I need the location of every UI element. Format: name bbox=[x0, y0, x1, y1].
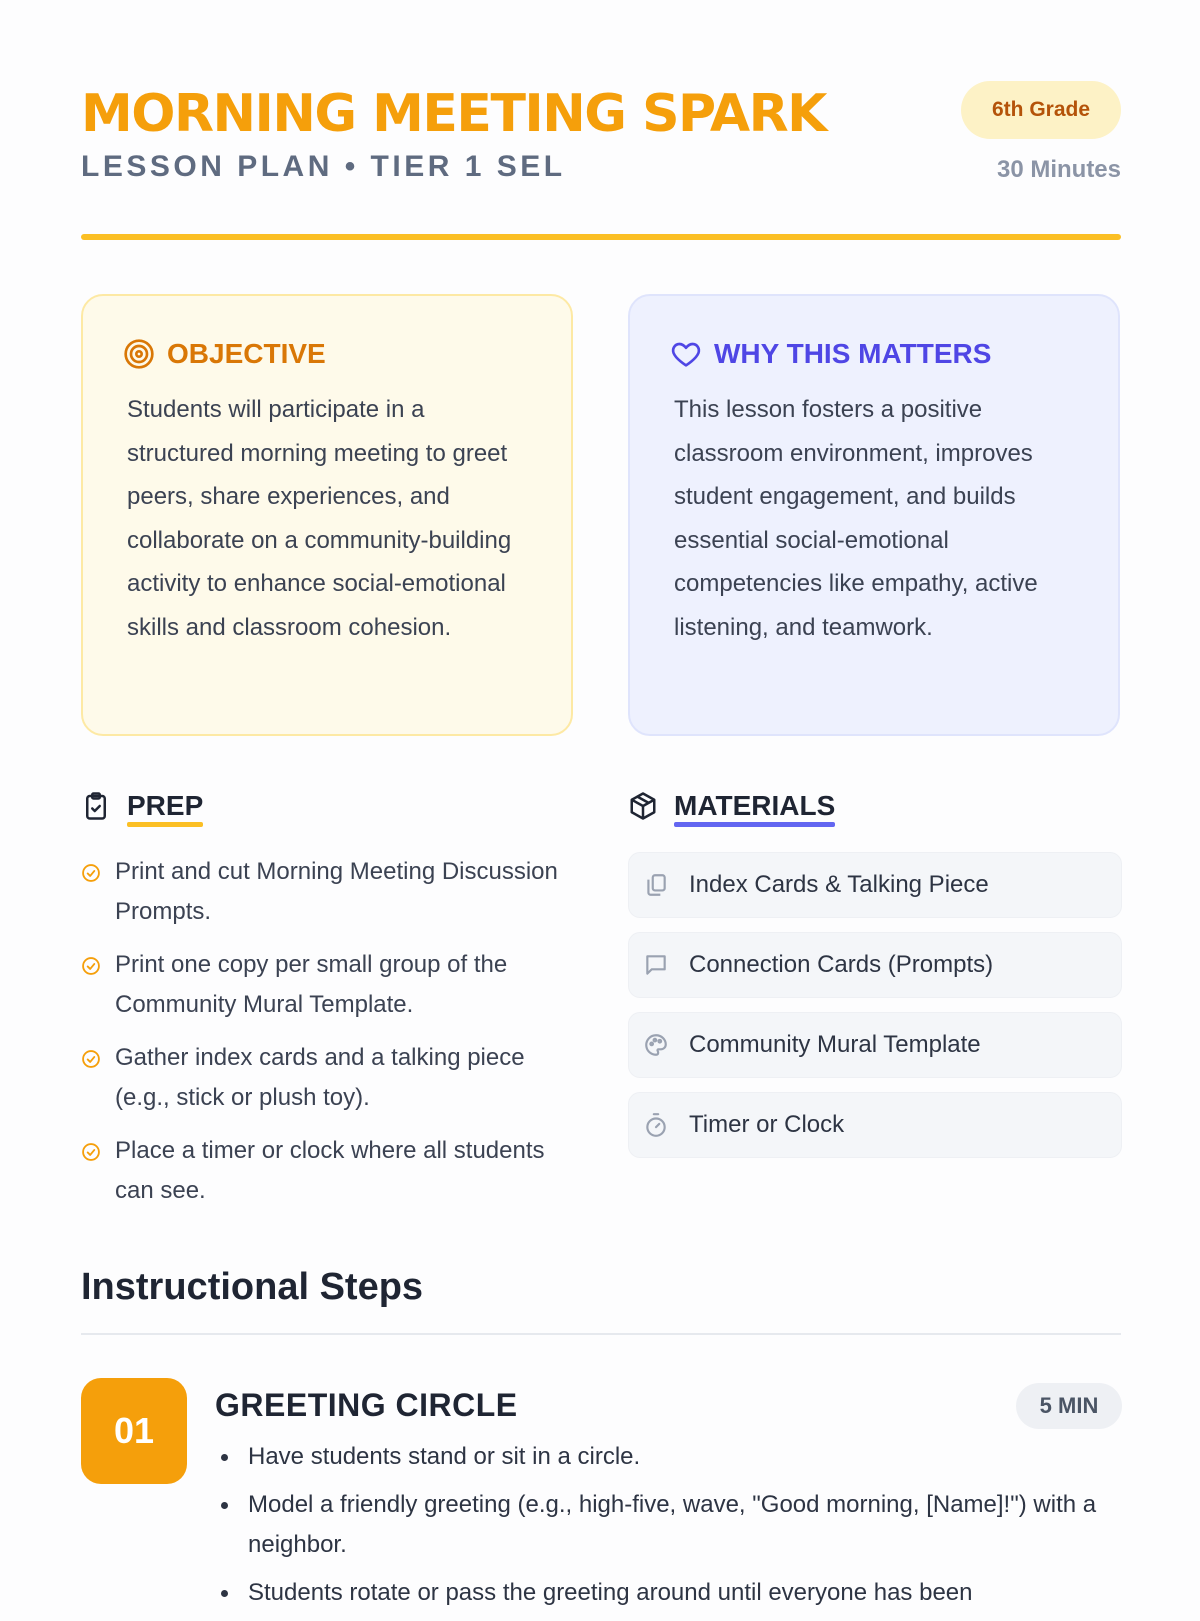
objective-heading-text: OBJECTIVE bbox=[167, 338, 326, 369]
materials-list bbox=[628, 852, 1122, 1172]
page-title: MORNING MEETING SPARK bbox=[81, 84, 826, 144]
prep-item-text: Gather index cards and a talking piece (e.g., stick or plush toy). bbox=[115, 1044, 525, 1111]
prep-item-text: Print one copy per small group of the Community Mural Template. bbox=[115, 951, 508, 1018]
prep-item-text: Print and cut Morning Meeting Discussion Prompts. bbox=[115, 858, 558, 925]
message-square-icon bbox=[643, 952, 669, 978]
materials-heading bbox=[628, 790, 835, 822]
timer-icon bbox=[643, 1112, 669, 1138]
why-card bbox=[628, 294, 1120, 736]
duration-label: 30 Minutes bbox=[996, 156, 1121, 183]
material-label: Timer or Clock bbox=[689, 1111, 845, 1138]
objective-text: Students will participate in a structured morning meeting to greet peers, share experiences, and collaborate on a community-building activity to enhance social-emotional skills and classroom cohesion. bbox=[127, 396, 512, 641]
prep-heading bbox=[81, 790, 203, 822]
target-icon bbox=[123, 338, 155, 370]
why-heading-text: WHY THIS MATTERS bbox=[714, 338, 992, 369]
list-item bbox=[81, 1131, 573, 1211]
objective-heading bbox=[123, 334, 531, 374]
material-item bbox=[628, 852, 1122, 918]
material-item bbox=[628, 1092, 1122, 1158]
prep-item-text: Place a timer or clock where all students can see. bbox=[115, 1137, 545, 1204]
material-item bbox=[628, 1012, 1122, 1078]
check-circle-icon bbox=[81, 956, 101, 976]
material-label: Index Cards & Talking Piece bbox=[689, 871, 989, 898]
step-bullet-list bbox=[215, 1437, 1125, 1621]
step-time-badge: 5 MIN bbox=[1016, 1383, 1122, 1429]
list-item: Have students stand or sit in a circle. bbox=[215, 1437, 1125, 1477]
why-heading bbox=[670, 334, 1078, 374]
palette-icon bbox=[643, 1032, 669, 1058]
material-item bbox=[628, 932, 1122, 998]
list-item bbox=[81, 945, 573, 1025]
list-item: Students rotate or pass the greeting around until everyone has been bbox=[215, 1573, 1125, 1613]
step-number: 01 bbox=[81, 1378, 187, 1484]
steps-divider bbox=[81, 1333, 1121, 1335]
page-subtitle: LESSON PLAN • TIER 1 SEL bbox=[81, 150, 566, 183]
list-item bbox=[81, 1038, 573, 1118]
header-divider bbox=[81, 234, 1121, 240]
clipboard-check-icon bbox=[81, 791, 111, 821]
prep-list bbox=[81, 852, 573, 1224]
copy-icon bbox=[643, 872, 669, 898]
heart-icon bbox=[670, 338, 702, 370]
grade-badge: 6th Grade bbox=[961, 81, 1121, 139]
check-circle-icon bbox=[81, 863, 101, 883]
step-title: GREETING CIRCLE bbox=[215, 1387, 518, 1423]
prep-heading-text: PREP bbox=[127, 790, 204, 821]
objective-card bbox=[81, 294, 573, 736]
materials-heading-text: MATERIALS bbox=[674, 790, 836, 821]
check-circle-icon bbox=[81, 1049, 101, 1069]
steps-heading: Instructional Steps bbox=[81, 1266, 424, 1308]
package-icon bbox=[628, 791, 658, 821]
list-item bbox=[81, 852, 573, 932]
material-label: Connection Cards (Prompts) bbox=[689, 951, 994, 978]
check-circle-icon bbox=[81, 1142, 101, 1162]
material-label: Community Mural Template bbox=[689, 1031, 981, 1058]
list-item: Model a friendly greeting (e.g., high-five, wave, "Good morning, [Name]!") with a neighbor. bbox=[215, 1485, 1125, 1565]
header bbox=[81, 84, 1121, 234]
why-text: This lesson fosters a positive classroom environment, improves student engagement, and builds essential social-emotional competencies like empathy, active listening, and teamwork. bbox=[674, 396, 1038, 641]
